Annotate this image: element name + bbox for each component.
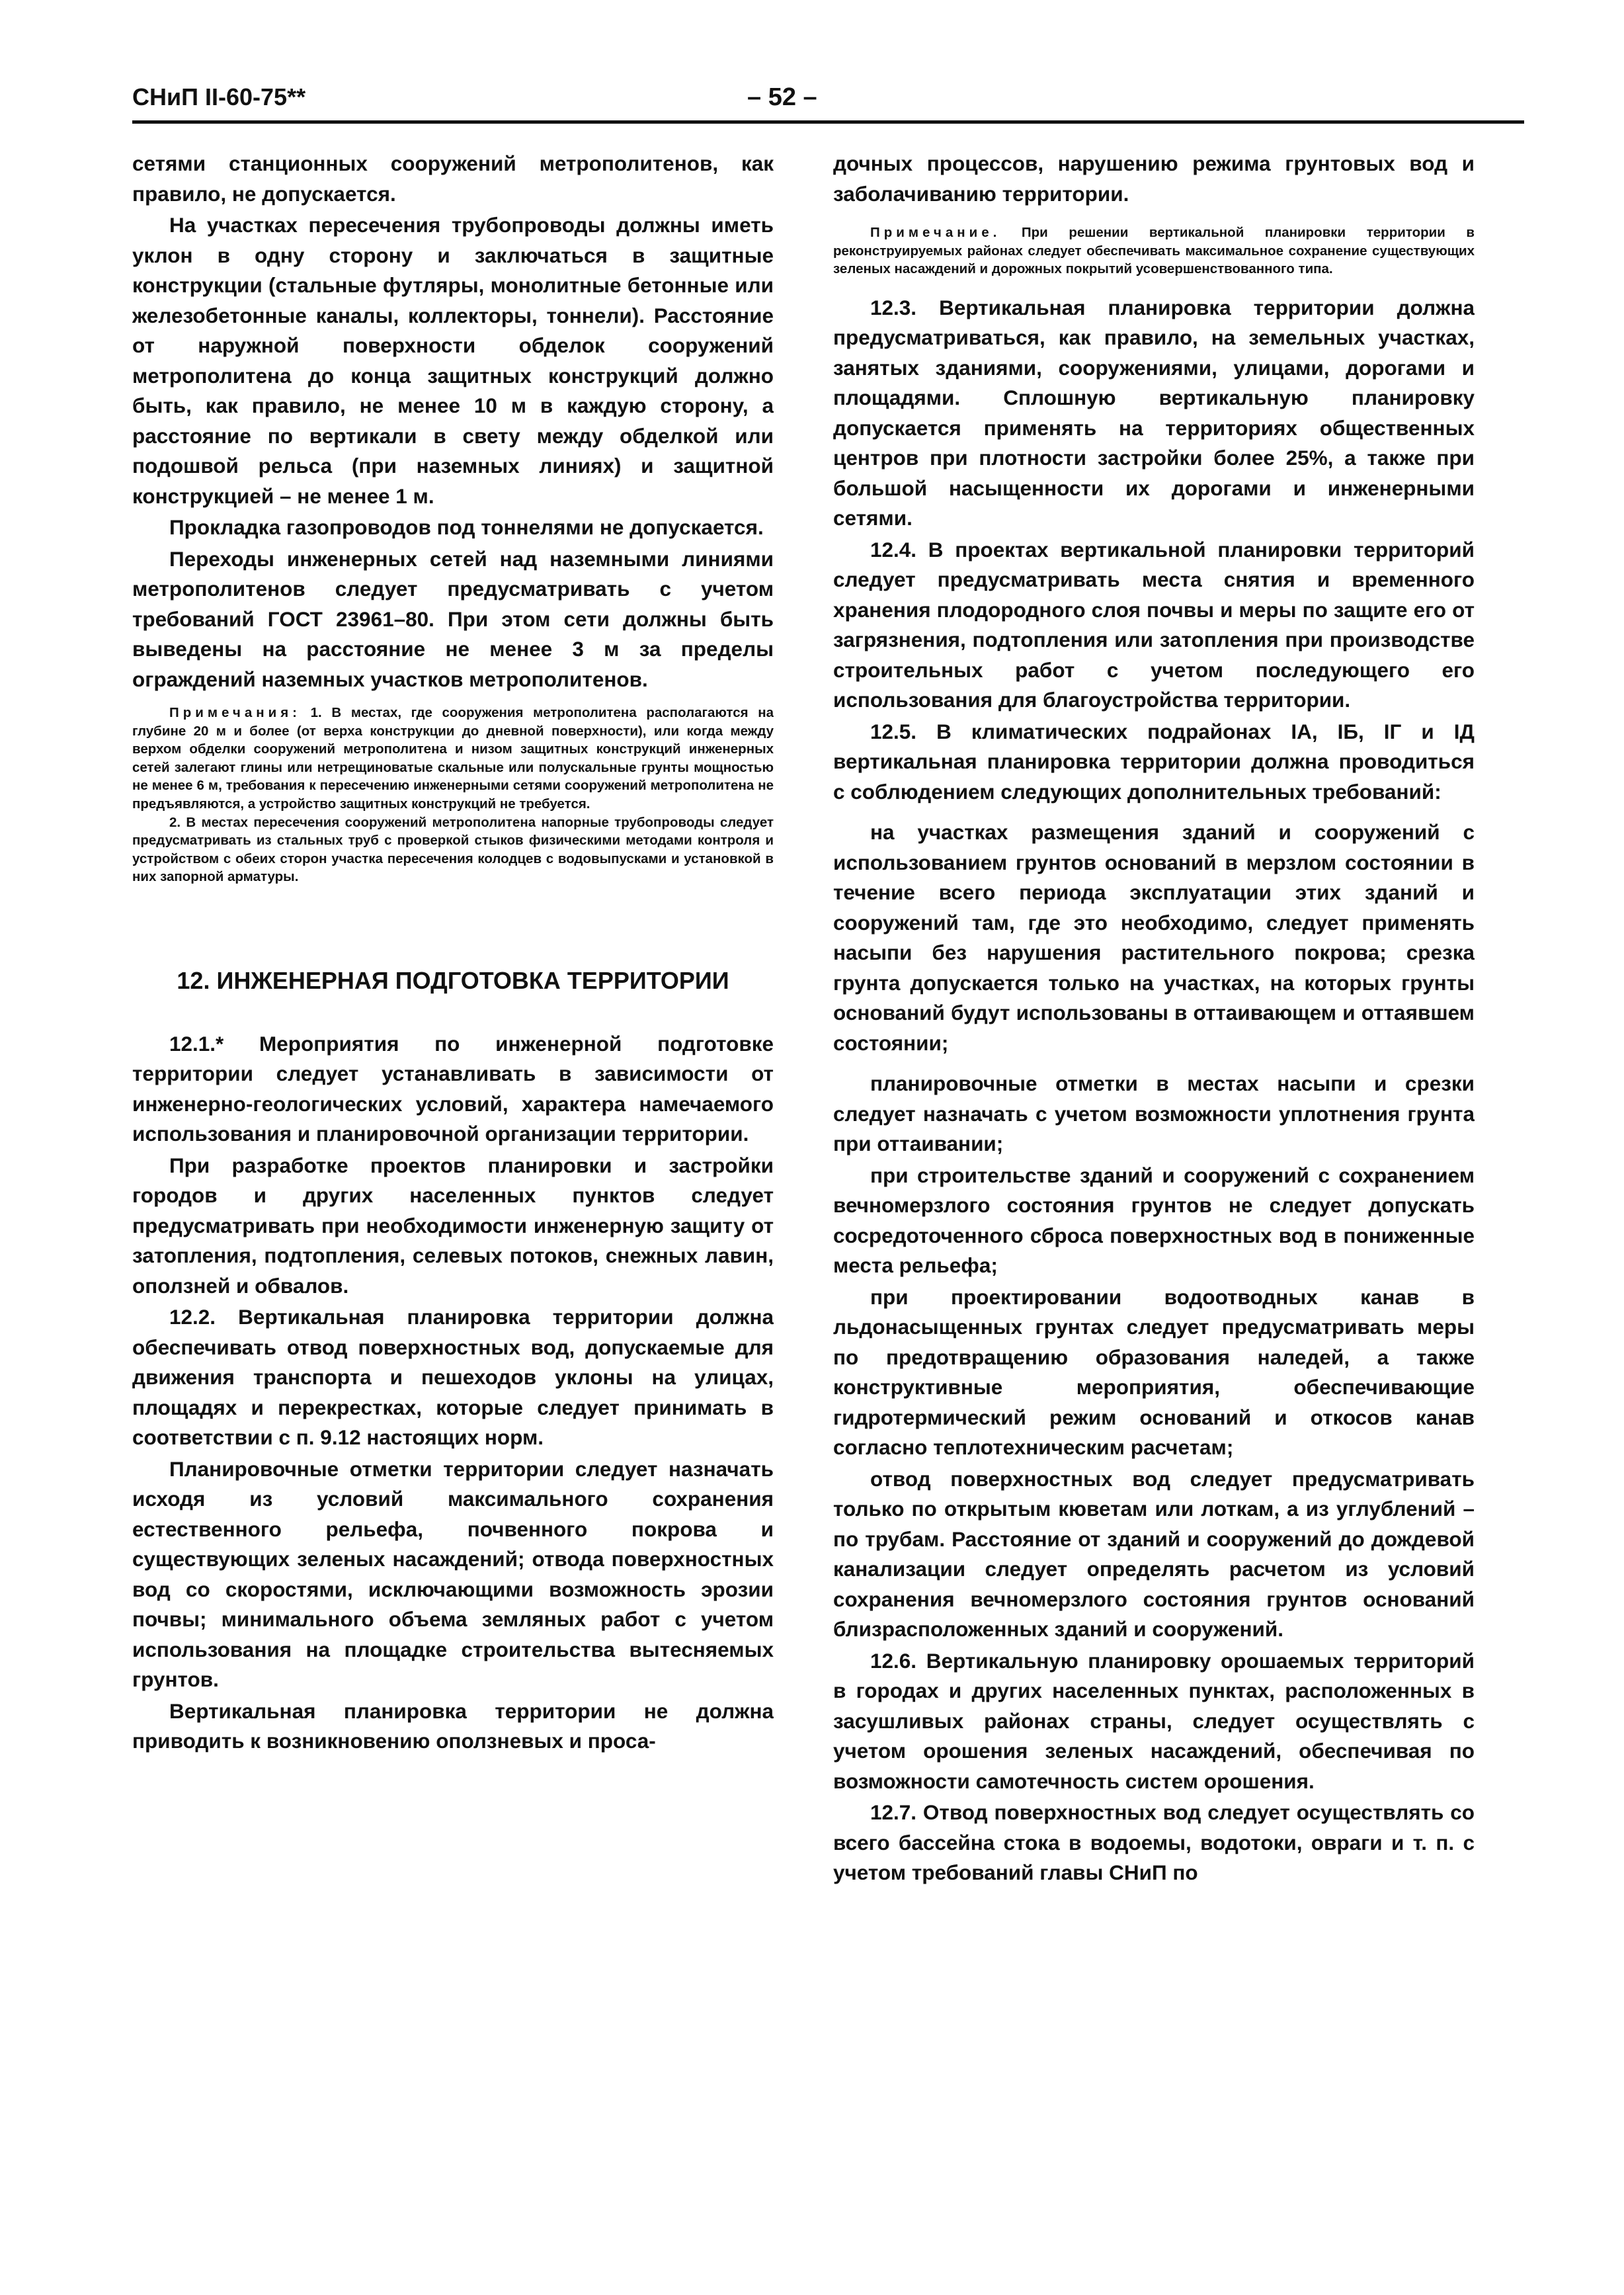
paragraph: при проектировании водоотводных канав в льдонасыщенных грунтах следует предусматривать меры по предотвращению образования наледей, а также конструктивные мероприятия, обеспечивающие гидротермический режим оснований и откосов канав согласно теплотехническим расчетам;	[833, 1284, 1475, 1460]
note-text: 2. В местах пересечения сооружений метрополитена напорные трубопроводы следует предусматривать из стальных труб с проверкой стыков физическими методами контроля и устройством с обеих сторон участка пересечения колодцев с водовыпусками и установкой в них запорной арматуры.	[132, 814, 774, 885]
paragraph: Планировочные отметки территории следует назначать исходя из условий максимального сохранения естественного рельефа, почвенного покрова и существующих зеленых насаждений; отвода поверхностных вод со скоростями, исключающими возможность эрозии почвы; минимального объема земляных работ с учетом использования на площадке строительства вытесняемых грунтов.	[132, 1456, 774, 1692]
paragraph: Вертикальная планировка территории не должна приводить к возникновению оползневых и проса-	[132, 1698, 774, 1753]
note	[132, 704, 774, 814]
right-column	[833, 149, 1475, 2245]
paragraph: на участках размещения зданий и сооружений с использованием грунтов оснований в мерзлом состоянии в течение всего периода эксплуатации этих зданий и сооружений там, где это необходимо, следует применять насыпи без нарушения растительного покрова; срезка грунта допускается только на участках, на которых грунты оснований будут использованы в оттаивающем и оттаявшем состоянии;	[833, 820, 1475, 1055]
paragraph: При разработке проектов планировки и застройки городов и других населенных пунктов следует предусматривать при необходимости инженерную защиту от затопления, подтопления, селевых потоков, снежных лавин, оползней и обвалов.	[132, 1153, 774, 1298]
paragraph: На участках пересечения трубопроводы должны иметь уклон в одну сторону и заключаться в защитные конструкции (стальные футляры, монолитные бетонные или железобетонные каналы, коллекторы, тоннели). Расстояние от наружной поверхности обделок сооружений метрополитена до конца защитных конструкций должно быть, как правило, не менее 10 м в каждую сторону, а расстояние по вертикали в свету между обделкой или подошвой рельса (при наземных линиях) и защитной конструкцией – не менее 1 м.	[132, 213, 774, 508]
note-label: Примечания:	[169, 705, 301, 720]
paragraph: сетями станционных сооружений метрополитенов, как правило, не допускается.	[132, 151, 774, 206]
section-title: 12. ИНЖЕНЕРНАЯ ПОДГОТОВКА ТЕРРИТОРИИ	[177, 966, 729, 994]
paragraph: 12.6. Вертикальную планировку орошаемых территорий в городах и других населенных пунктах, расположенных в засушливых районах страны, следует осуществлять с учетом орошения зеленых насаждений, обеспечивая по возможности самотечность систем орошения.	[833, 1648, 1475, 1793]
paragraph: планировочные отметки в местах насыпи и срезки следует назначать с учетом возможности уплотнения грунта при оттаивании;	[833, 1071, 1475, 1156]
paragraph: 12.5. В климатических подрайонах IА, IБ, IГ и IД вертикальная планировка территории должна проводиться с соблюдением следующих дополнительных требований:	[833, 719, 1475, 804]
header-rule	[132, 120, 1524, 124]
paragraph: 12.2. Вертикальная планировка территории должна обеспечивать отвод поверхностных вод, допускаемые для движения транспорта и пешеходов уклоны на улицах, площадях и перекрестках, которые следует принимать в соответствии с п. 9.12 настоящих норм.	[132, 1305, 774, 1450]
note	[833, 224, 1475, 278]
paragraph: 12.3. Вертикальная планировка территории должна предусматриваться, как правило, на земельных участках, занятых зданиями, сооружениями, улицами, дорогами и площадями. Сплошную вертикальную планировку допускается применять на территориях общественных центров при плотности застройки более 25%, а также при большой насыщенности их дорогами и инженерными сетями.	[833, 295, 1475, 530]
paragraph: Переходы инженерных сетей над наземными линиями метрополитенов следует предусматривать с учетом требований ГОСТ 23961–80. При этом сети должны быть выведены на расстояние не менее 3 м за пределы ограждений наземных участков метрополитенов.	[132, 546, 774, 691]
page-header	[132, 83, 1524, 123]
paragraph: 12.4. В проектах вертикальной планировки территорий следует предусматривать места снятия и временного хранения плодородного слоя почвы и меры по защите его от загрязнения, подтопления или затопления при производстве строительных работ с учетом последующего его использования для благоустройства территории.	[833, 537, 1475, 712]
paragraph: отвод поверхностных вод следует предусматривать только по открытым кюветам или лоткам, а из углублений – по трубам. Расстояние от зданий и сооружений до дождевой канализации следует определять расчетом из условий сохранения вечномерзлого состояния грунтов оснований близрасположенных зданий и сооружений.	[833, 1466, 1475, 1642]
note-text: 1. В местах, где сооружения метрополитена располагаются на глубине 20 м и более (от верха конструкции до дневной поверхности), или когда между верхом обделки сооружений метрополитена и низом защитных конструкций инженерных сетей залегают глины или нетрещиноватые скальные или полускальные грунты мощностью не менее 6 м, требования к пересечению инженерными сетями сооружений метрополитена не предъявляются, а устройство защитных конструкций не требуется.	[132, 705, 774, 812]
left-column	[132, 149, 774, 2245]
paragraph: 12.1.* Мероприятия по инженерной подготовке территории следует устанавливать в зависимости от инженерно-геологических условий, характера намечаемого использования и планировочной организации территории.	[132, 1031, 774, 1146]
page-number: – 52 –	[747, 83, 817, 111]
paragraph: Прокладка газопроводов под тоннелями не допускается.	[169, 515, 764, 539]
note-label: Примечание.	[870, 225, 1001, 240]
document-code: СНиП II-60-75**	[132, 83, 306, 110]
paragraph: дочных процессов, нарушению режима грунтовых вод и заболачиванию территории.	[833, 151, 1475, 206]
paragraph: 12.7. Отвод поверхностных вод следует осуществлять со всего бассейна стока в водоемы, водотоки, овраги и т. п. с учетом требований главы СНиП по	[833, 1800, 1475, 1885]
note-text: При решении вертикальной планировки территории в реконструируемых районах следует обеспечивать максимальное сохранение существующих зеленых насаждений и дорожных покрытий усовершенствованного типа.	[833, 225, 1475, 277]
paragraph: при строительстве зданий и сооружений с сохранением вечномерзлого состояния грунтов не следует допускать сосредоточенного сброса поверхностных вод в пониженные места рельефа;	[833, 1163, 1475, 1278]
